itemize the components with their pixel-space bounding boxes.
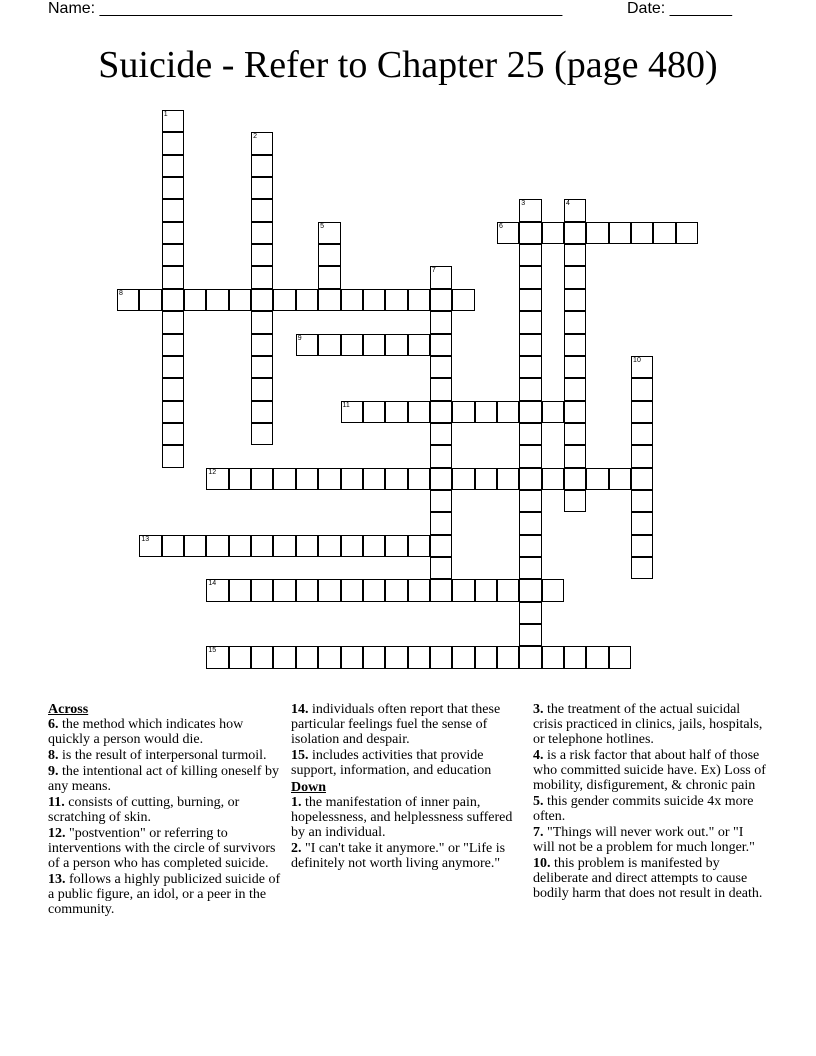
crossword-cell[interactable] <box>318 266 340 288</box>
crossword-cell[interactable] <box>162 132 184 154</box>
crossword-cell[interactable] <box>631 356 653 378</box>
clue-item <box>48 717 283 747</box>
crossword-cell[interactable] <box>139 535 161 557</box>
crossword-cell[interactable] <box>519 334 541 356</box>
crossword-cell[interactable] <box>430 401 452 423</box>
crossword-cell[interactable] <box>385 535 407 557</box>
crossword-cell[interactable] <box>564 266 586 288</box>
crossword-cell[interactable] <box>273 579 295 601</box>
crossword-cell[interactable] <box>564 646 586 668</box>
cell-number: 4 <box>566 200 570 208</box>
cell-number: 1 <box>163 111 168 118</box>
crossword-cell[interactable] <box>430 557 452 579</box>
crossword-cell[interactable] <box>251 132 273 154</box>
cell-number: 2 <box>253 133 257 141</box>
crossword-cell[interactable] <box>251 334 273 356</box>
clue-number: 3. <box>533 702 544 717</box>
crossword-cell[interactable] <box>542 222 564 244</box>
crossword-cell[interactable] <box>631 423 653 445</box>
crossword-cell[interactable] <box>184 535 206 557</box>
crossword-cell[interactable] <box>497 646 519 668</box>
crossword-cell[interactable] <box>162 334 184 356</box>
crossword-cell[interactable] <box>251 423 273 445</box>
crossword-cell[interactable] <box>519 646 541 668</box>
clue-text: "Things will never work out." or "I will not be a problem for much longer." <box>533 825 755 855</box>
crossword-cell[interactable] <box>609 222 631 244</box>
crossword-cell[interactable] <box>251 311 273 333</box>
cell-number: 15 <box>208 647 217 655</box>
crossword-cell[interactable] <box>318 579 340 601</box>
crossword-cell[interactable] <box>162 356 184 378</box>
crossword-cell[interactable] <box>631 468 653 490</box>
crossword-cell[interactable] <box>564 289 586 311</box>
crossword-cell[interactable] <box>519 557 541 579</box>
crossword-cell[interactable] <box>519 244 541 266</box>
crossword-cell[interactable] <box>318 334 340 356</box>
clue-item <box>48 826 283 871</box>
crossword-cell[interactable] <box>229 646 251 668</box>
clue-text: is a risk factor that about half of those who committed suicide have. Ex) Loss of mobility, disfigurement, & chronic pain <box>533 748 766 793</box>
crossword-cell[interactable] <box>609 646 631 668</box>
crossword-cell[interactable] <box>363 289 385 311</box>
crossword-cell[interactable] <box>363 334 385 356</box>
crossword-cell[interactable] <box>497 222 519 244</box>
crossword-cell[interactable] <box>519 624 541 646</box>
clue-text: is the result of interpersonal turmoil. <box>58 748 267 763</box>
crossword-cell[interactable] <box>631 401 653 423</box>
crossword-cell[interactable] <box>408 646 430 668</box>
crossword-cell[interactable] <box>318 468 340 490</box>
crossword-cell[interactable] <box>452 401 474 423</box>
clue-item <box>291 841 526 871</box>
crossword-cell[interactable] <box>229 468 251 490</box>
crossword-cell[interactable] <box>162 155 184 177</box>
clue-number: 2. <box>291 841 302 856</box>
crossword-cell[interactable] <box>519 468 541 490</box>
clue-item <box>48 872 283 917</box>
clue-number: 14. <box>291 702 309 717</box>
crossword-cell[interactable] <box>385 334 407 356</box>
crossword-cell[interactable] <box>206 468 228 490</box>
crossword-cell[interactable] <box>609 468 631 490</box>
crossword-cell[interactable] <box>564 311 586 333</box>
crossword-cell[interactable] <box>497 468 519 490</box>
crossword-cell[interactable] <box>117 289 139 311</box>
crossword-cell[interactable] <box>251 155 273 177</box>
clue-number: 10. <box>533 856 551 871</box>
clue-item <box>48 764 283 794</box>
crossword-cell[interactable] <box>564 468 586 490</box>
cell-number: 8 <box>119 289 123 297</box>
crossword-cell[interactable] <box>408 289 430 311</box>
crossword-cell[interactable] <box>363 401 385 423</box>
clue-number: 7. <box>533 825 544 840</box>
crossword-cell[interactable] <box>341 468 363 490</box>
crossword-cell[interactable] <box>273 289 295 311</box>
cell-number: 6 <box>498 222 503 230</box>
clue-item <box>533 825 768 855</box>
crossword-cell[interactable] <box>430 289 452 311</box>
crossword-cell[interactable] <box>676 222 698 244</box>
clue-text: the method which indicates how quickly a person would die. <box>48 717 244 747</box>
clue-item <box>533 856 768 901</box>
date-field[interactable]: Date: _______ <box>627 0 732 17</box>
crossword-cell[interactable] <box>206 289 228 311</box>
crossword-cell[interactable] <box>430 646 452 668</box>
crossword-cell[interactable] <box>586 468 608 490</box>
clue-text: individuals often report that these particular feelings fuel the sense of isolation and despair. <box>291 702 501 747</box>
clue-item <box>291 702 526 747</box>
clue-item <box>48 795 283 825</box>
cell-number: 10 <box>633 356 641 364</box>
crossword-cell[interactable] <box>564 244 586 266</box>
crossword-cell[interactable] <box>363 646 385 668</box>
crossword-cell[interactable] <box>430 334 452 356</box>
crossword-cell[interactable] <box>564 423 586 445</box>
cell-number: 7 <box>431 267 436 275</box>
crossword-cell[interactable] <box>162 423 184 445</box>
crossword-cell[interactable] <box>385 646 407 668</box>
crossword-cell[interactable] <box>184 289 206 311</box>
clue-item <box>533 794 768 824</box>
crossword-cell[interactable] <box>430 579 452 601</box>
crossword-cell[interactable] <box>631 490 653 512</box>
clue-number: 9. <box>48 764 59 779</box>
crossword-cell[interactable] <box>586 646 608 668</box>
crossword-cell[interactable] <box>430 535 452 557</box>
crossword-cell[interactable] <box>408 401 430 423</box>
clue-text: consists of cutting, burning, or scratching of skin. <box>48 795 240 825</box>
crossword-cell[interactable] <box>273 646 295 668</box>
clue-text: includes activities that provide support, information, and education <box>291 748 492 778</box>
crossword-cell[interactable] <box>385 289 407 311</box>
crossword-cell[interactable] <box>385 468 407 490</box>
crossword-cell[interactable] <box>251 244 273 266</box>
crossword-cell[interactable] <box>519 199 541 221</box>
crossword-cell[interactable] <box>206 646 228 668</box>
clue-item <box>533 702 768 747</box>
crossword-cell[interactable] <box>631 557 653 579</box>
crossword-cell[interactable] <box>162 311 184 333</box>
crossword-cell[interactable] <box>363 579 385 601</box>
crossword-cell[interactable] <box>341 289 363 311</box>
crossword-cell[interactable] <box>251 222 273 244</box>
page-title: Suicide - Refer to Chapter 25 (page 480) <box>98 44 718 86</box>
across-clue-list-1 <box>48 717 283 917</box>
crossword-cell[interactable] <box>430 356 452 378</box>
clue-number: 6. <box>48 717 59 732</box>
crossword-cell[interactable] <box>497 401 519 423</box>
crossword-cell[interactable] <box>519 222 541 244</box>
crossword-cell[interactable] <box>475 579 497 601</box>
cell-number: 13 <box>141 535 150 543</box>
crossword-cell[interactable] <box>206 535 228 557</box>
cell-number: 12 <box>208 468 217 476</box>
crossword-cell[interactable] <box>318 244 340 266</box>
crossword-cell[interactable] <box>385 579 407 601</box>
clue-text: "I can't take it anymore." or "Life is definitely not worth living anymore." <box>291 841 506 871</box>
crossword-cell[interactable] <box>162 401 184 423</box>
crossword-cell[interactable] <box>251 579 273 601</box>
crossword-cell[interactable] <box>408 579 430 601</box>
crossword-cell[interactable] <box>363 535 385 557</box>
crossword-cell[interactable] <box>229 289 251 311</box>
crossword-cell[interactable] <box>542 579 564 601</box>
clue-text: the intentional act of killing oneself by any means. <box>48 764 279 794</box>
crossword-cell[interactable] <box>341 334 363 356</box>
crossword-cell[interactable] <box>631 512 653 534</box>
crossword-cell[interactable] <box>251 199 273 221</box>
clue-number: 1. <box>291 795 302 810</box>
crossword-cell[interactable] <box>542 646 564 668</box>
crossword-cell[interactable] <box>452 646 474 668</box>
crossword-cell[interactable] <box>408 334 430 356</box>
cell-number: 9 <box>297 334 302 342</box>
crossword-cell[interactable] <box>497 579 519 601</box>
clue-number: 8. <box>48 748 59 763</box>
crossword-cell[interactable] <box>631 535 653 557</box>
crossword-cell[interactable] <box>519 512 541 534</box>
crossword-cell[interactable] <box>296 334 318 356</box>
crossword-cell[interactable] <box>519 311 541 333</box>
crossword-cell[interactable] <box>162 199 184 221</box>
crossword-cell[interactable] <box>341 535 363 557</box>
crossword-cell[interactable] <box>631 222 653 244</box>
crossword-cell[interactable] <box>430 468 452 490</box>
clue-text: "postvention" or referring to interventions with the circle of survivors of a person who has completed suicide. <box>48 826 276 871</box>
crossword-cell[interactable] <box>408 535 430 557</box>
clue-number: 12. <box>48 826 66 841</box>
clue-text: the manifestation of inner pain, hopelessness, and helplessness suffered by an individual. <box>291 795 513 840</box>
clue-number: 15. <box>291 748 309 763</box>
crossword-cell[interactable] <box>519 266 541 288</box>
crossword-cell[interactable] <box>318 535 340 557</box>
clue-text: the treatment of the actual suicidal crisis practiced in clinics, jails, hospitals, or telephone hotlines. <box>533 702 763 747</box>
clue-number: 11. <box>48 795 65 810</box>
across-clue-list-2 <box>291 702 526 778</box>
clue-item <box>291 748 526 778</box>
crossword-cell[interactable] <box>162 177 184 199</box>
crossword-cell[interactable] <box>162 535 184 557</box>
crossword-cell[interactable] <box>519 378 541 400</box>
across-heading: Across <box>48 702 89 717</box>
crossword-cell[interactable] <box>273 468 295 490</box>
crossword-cell[interactable] <box>564 378 586 400</box>
down-clue-list-1 <box>291 795 526 871</box>
crossword-cell[interactable] <box>564 490 586 512</box>
crossword-cell[interactable] <box>475 646 497 668</box>
crossword-cell[interactable] <box>475 401 497 423</box>
clue-text: this problem is manifested by deliberate and direct attempts to cause bodily harm that does not result in death. <box>533 856 763 901</box>
cell-number: 11 <box>342 401 350 409</box>
crossword-cell[interactable] <box>519 535 541 557</box>
cell-number: 5 <box>320 222 325 230</box>
crossword-cell[interactable] <box>586 222 608 244</box>
crossword-cell[interactable] <box>542 401 564 423</box>
crossword-cell[interactable] <box>162 244 184 266</box>
crossword-cell[interactable] <box>519 445 541 467</box>
cell-number: 14 <box>208 580 217 588</box>
crossword-cell[interactable] <box>162 378 184 400</box>
crossword-cell[interactable] <box>542 468 564 490</box>
crossword-cell[interactable] <box>475 468 497 490</box>
crossword-cell[interactable] <box>273 535 295 557</box>
crossword-cell[interactable] <box>251 266 273 288</box>
crossword-cell[interactable] <box>385 401 407 423</box>
crossword-cell[interactable] <box>251 378 273 400</box>
crossword-cell[interactable] <box>653 222 675 244</box>
crossword-cell[interactable] <box>318 222 340 244</box>
clues-column-1 <box>48 700 283 918</box>
crossword-cell[interactable] <box>162 222 184 244</box>
crossword-cell[interactable] <box>452 289 474 311</box>
crossword-cell[interactable] <box>341 646 363 668</box>
crossword-cell[interactable] <box>229 535 251 557</box>
crossword-cell[interactable] <box>631 445 653 467</box>
crossword-cell[interactable] <box>251 289 273 311</box>
clue-text: this gender commits suicide 4x more often. <box>533 794 754 824</box>
crossword-cell[interactable] <box>251 356 273 378</box>
crossword-cell[interactable] <box>631 378 653 400</box>
crossword-cell[interactable] <box>206 579 228 601</box>
crossword-cell[interactable] <box>519 490 541 512</box>
clue-number: 13. <box>48 872 66 887</box>
crossword-cell[interactable] <box>296 646 318 668</box>
crossword-cell[interactable] <box>363 468 385 490</box>
crossword-cell[interactable] <box>251 177 273 199</box>
clue-item <box>533 748 768 793</box>
crossword-cell[interactable] <box>564 334 586 356</box>
crossword-cell[interactable] <box>430 490 452 512</box>
crossword-cell[interactable] <box>296 579 318 601</box>
clue-item <box>48 748 283 763</box>
crossword-cell[interactable] <box>564 199 586 221</box>
crossword-cell[interactable] <box>139 289 161 311</box>
crossword-cell[interactable] <box>430 311 452 333</box>
crossword-cell[interactable] <box>519 401 541 423</box>
name-field[interactable]: Name: ____________________________________________________ <box>48 0 563 17</box>
crossword-cell[interactable] <box>251 646 273 668</box>
crossword-cell[interactable] <box>430 266 452 288</box>
crossword-cell[interactable] <box>162 445 184 467</box>
crossword-cell[interactable] <box>162 266 184 288</box>
crossword-cell[interactable] <box>296 289 318 311</box>
crossword-cell[interactable] <box>519 423 541 445</box>
crossword-cell[interactable] <box>251 401 273 423</box>
crossword-cell[interactable] <box>564 401 586 423</box>
crossword-cell[interactable] <box>251 535 273 557</box>
crossword-cell[interactable] <box>564 356 586 378</box>
crossword-cell[interactable] <box>430 445 452 467</box>
clues-column-2 <box>291 700 526 872</box>
crossword-cell[interactable] <box>341 401 363 423</box>
crossword-cell[interactable] <box>318 646 340 668</box>
crossword-cell[interactable] <box>408 468 430 490</box>
down-clue-list-2 <box>533 702 768 901</box>
crossword-cell[interactable] <box>452 468 474 490</box>
crossword-cell[interactable] <box>519 289 541 311</box>
down-heading: Down <box>291 780 327 795</box>
crossword-cell[interactable] <box>296 468 318 490</box>
crossword-cell[interactable] <box>564 222 586 244</box>
crossword-cell[interactable] <box>162 110 184 132</box>
crossword-cell[interactable] <box>251 468 273 490</box>
clue-number: 5. <box>533 794 544 809</box>
crossword-cell[interactable] <box>430 378 452 400</box>
clue-text: follows a highly publicized suicide of a public figure, an idol, or a peer in the community. <box>48 872 281 917</box>
crossword-cell[interactable] <box>564 445 586 467</box>
crossword-cell[interactable] <box>229 579 251 601</box>
crossword-cell[interactable] <box>430 512 452 534</box>
crossword-cell[interactable] <box>341 579 363 601</box>
crossword-cell[interactable] <box>519 356 541 378</box>
crossword-cell[interactable] <box>162 289 184 311</box>
crossword-cell[interactable] <box>430 423 452 445</box>
clues-column-3 <box>533 700 768 902</box>
clue-item <box>291 795 526 840</box>
crossword-cell[interactable] <box>452 579 474 601</box>
crossword-cell[interactable] <box>519 579 541 601</box>
crossword-cell[interactable] <box>318 289 340 311</box>
crossword-cell[interactable] <box>296 535 318 557</box>
clue-number: 4. <box>533 748 544 763</box>
cell-number: 3 <box>521 200 526 208</box>
crossword-cell[interactable] <box>519 602 541 624</box>
